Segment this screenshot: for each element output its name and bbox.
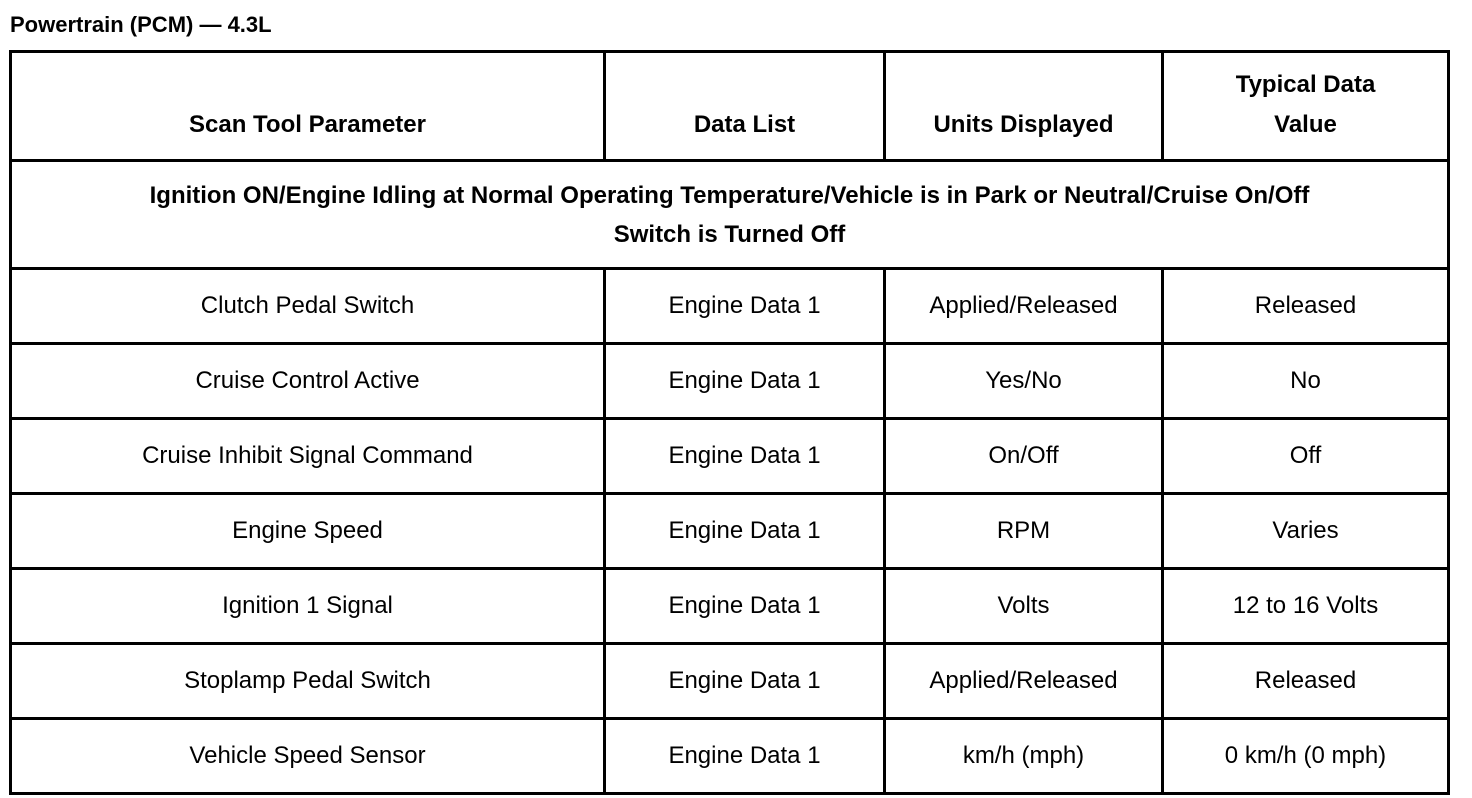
units-cell: km/h (mph) (885, 719, 1163, 794)
units-cell: Applied/Released (885, 269, 1163, 344)
units-cell: Applied/Released (885, 644, 1163, 719)
typical-value-cell: Released (1163, 269, 1449, 344)
parameter-cell: Ignition 1 Signal (11, 569, 605, 644)
data-list-cell: Engine Data 1 (605, 569, 885, 644)
header-units-displayed: Units Displayed (885, 52, 1163, 161)
units-cell: Volts (885, 569, 1163, 644)
table-row (11, 419, 1449, 494)
typical-value-cell: Off (1163, 419, 1449, 494)
units-cell: RPM (885, 494, 1163, 569)
table-row (11, 569, 1449, 644)
typical-value-cell: 12 to 16 Volts (1163, 569, 1449, 644)
data-list-cell: Engine Data 1 (605, 269, 885, 344)
document-title: Powertrain (PCM) — 4.3L (10, 12, 272, 37)
table-row (11, 269, 1449, 344)
scan-tool-parameter-table (9, 50, 1450, 795)
parameter-cell: Vehicle Speed Sensor (11, 719, 605, 794)
typical-value-cell: Released (1163, 644, 1449, 719)
data-list-cell: Engine Data 1 (605, 344, 885, 419)
parameter-cell: Cruise Control Active (11, 344, 605, 419)
typical-value-cell: 0 km/h (0 mph) (1163, 719, 1449, 794)
parameter-cell: Cruise Inhibit Signal Command (11, 419, 605, 494)
parameter-cell: Engine Speed (11, 494, 605, 569)
table-row (11, 644, 1449, 719)
condition-row (11, 161, 1449, 269)
table-row (11, 719, 1449, 794)
data-list-cell: Engine Data 1 (605, 419, 885, 494)
units-cell: Yes/No (885, 344, 1163, 419)
operating-condition (11, 161, 1449, 269)
header-data-list: Data List (605, 52, 885, 161)
table-header-row (11, 52, 1449, 161)
condition-line-2: Switch is Turned Off (613, 220, 846, 248)
header-scan-tool-parameter: Scan Tool Parameter (11, 52, 605, 161)
units-cell: On/Off (885, 419, 1163, 494)
condition-line-1: Ignition ON/Engine Idling at Normal Operating Temperature/Vehicle is in Park or Neutral/Cruise On/Off (149, 181, 1310, 209)
table-row (11, 344, 1449, 419)
parameter-cell: Clutch Pedal Switch (11, 269, 605, 344)
table-row (11, 494, 1449, 569)
data-list-cell: Engine Data 1 (605, 644, 885, 719)
header-typical-data-value: Typical Data Value (1163, 52, 1449, 161)
typical-value-cell: No (1163, 344, 1449, 419)
typical-value-cell: Varies (1163, 494, 1449, 569)
parameter-cell: Stoplamp Pedal Switch (11, 644, 605, 719)
data-list-cell: Engine Data 1 (605, 719, 885, 794)
data-list-cell: Engine Data 1 (605, 494, 885, 569)
